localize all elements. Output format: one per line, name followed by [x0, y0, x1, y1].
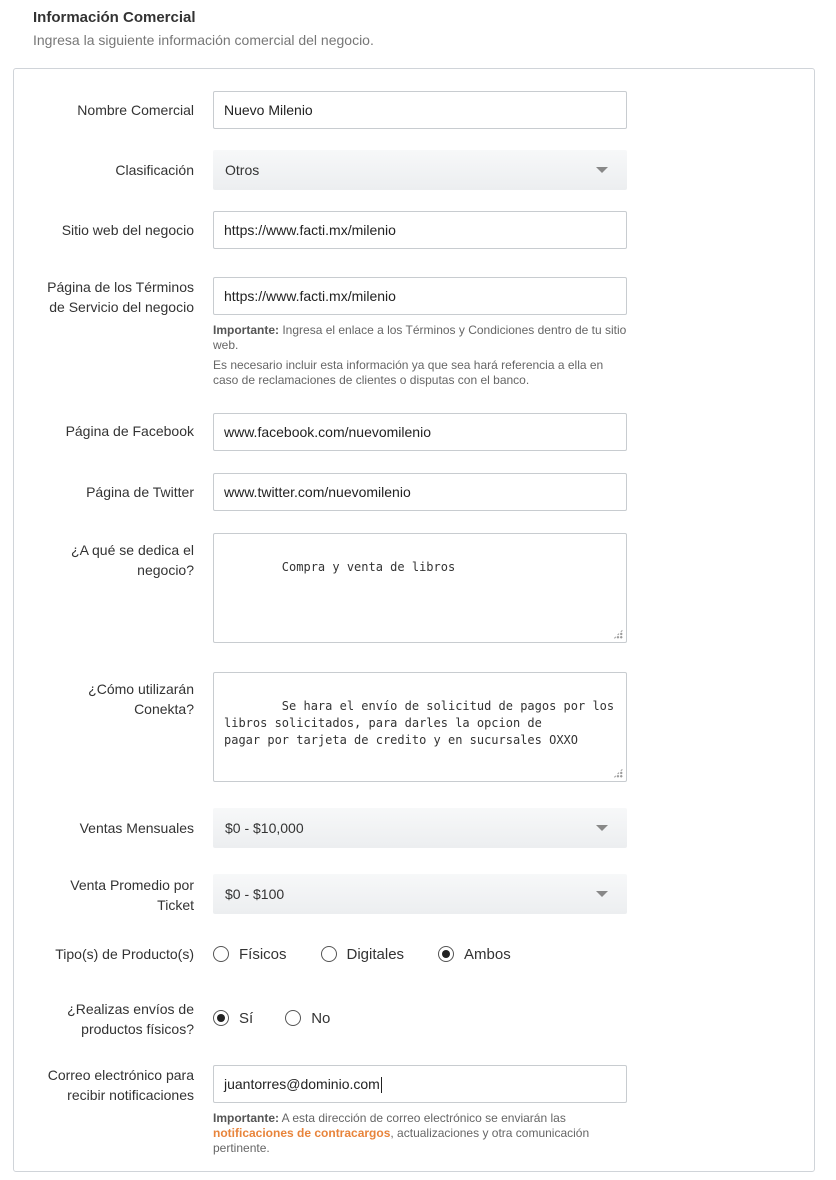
terminos-help [213, 323, 627, 388]
radio-si[interactable] [213, 1010, 253, 1027]
conekta-label-line1: ¿Cómo utilizarán [88, 681, 194, 697]
radio-no[interactable] [285, 1010, 330, 1027]
correo-value: juantorres@dominio.com [224, 1076, 380, 1092]
terminos-label [34, 277, 194, 317]
venta-promedio-value: $0 - $100 [225, 886, 285, 902]
envios-radio-group [213, 1008, 627, 1028]
facebook-input[interactable]: www.facebook.com/nuevomilenio [213, 413, 627, 451]
correo-label-line1: Correo electrónico para [47, 1067, 194, 1083]
radio-si-label: Sí [239, 1009, 254, 1027]
correo-help-text: A esta dirección de correo electrónico se enviarán las [281, 1111, 566, 1125]
terminos-help-text: Ingresa el enlace a los Términos y Condiciones dentro de tu sitio web. [213, 323, 627, 352]
terminos-help-text2: Es necesario incluir esta información ya que sea hará referencia a ella en caso de reclamaciones de clientes o disputas con el banco. [213, 358, 604, 387]
conekta-text: Se hara el envío de solicitud de pagos por los libros solicitados, para darles la opcion de pagar por tarjeta de credito y en sucursales OXXO [224, 699, 615, 747]
radio-fisicos[interactable] [213, 946, 287, 963]
radio-fisicos-label: Físicos [239, 945, 287, 963]
twitter-label: Página de Twitter [86, 484, 194, 500]
terminos-input[interactable]: https://www.facti.mx/milenio [213, 277, 627, 315]
correo-help-text-after: , actualizaciones y otra comunicación pertinente. [213, 1126, 590, 1155]
venta-promedio-label-line1: Venta Promedio por [70, 877, 194, 893]
twitter-input[interactable]: www.twitter.com/nuevomilenio [213, 473, 627, 511]
resize-grip-icon[interactable] [613, 629, 623, 639]
correo-label-line2: recibir notificaciones [67, 1087, 194, 1103]
radio-si-circle[interactable] [213, 1010, 229, 1026]
ventas-mensuales-label: Ventas Mensuales [79, 820, 194, 836]
conekta-label [34, 679, 194, 719]
radio-digitales-circle[interactable] [321, 946, 337, 962]
venta-promedio-select[interactable] [213, 874, 627, 914]
sitio-web-label: Sitio web del negocio [61, 222, 194, 238]
terminos-label-line1: Página de los Términos [47, 279, 194, 295]
clasificacion-value: Otros [225, 162, 260, 178]
envios-label [34, 999, 194, 1039]
dedica-textarea[interactable] [213, 533, 627, 643]
tipo-producto-radio-group [213, 944, 627, 964]
radio-ambos[interactable] [438, 946, 511, 963]
venta-promedio-label [34, 875, 194, 915]
dedica-label [34, 540, 194, 580]
correo-help-bold: Importante: [213, 1111, 279, 1125]
section-subtitle: Ingresa la siguiente información comercial del negocio. [33, 32, 374, 48]
resize-grip-icon[interactable] [613, 768, 623, 778]
venta-promedio-label-line2: Ticket [157, 897, 194, 913]
section-header [33, 9, 374, 49]
envios-label-line2: productos físicos? [81, 1021, 194, 1037]
correo-input[interactable] [213, 1065, 627, 1103]
dedica-text: Compra y venta de libros [281, 560, 456, 574]
radio-no-circle[interactable] [285, 1010, 301, 1026]
envios-label-line1: ¿Realizas envíos de [67, 1001, 194, 1017]
facebook-label: Página de Facebook [65, 423, 194, 439]
clasificacion-select[interactable] [213, 150, 627, 190]
dedica-label-line1: ¿A qué se dedica el [71, 542, 194, 558]
radio-digitales-label: Digitales [346, 945, 405, 963]
section-title: Información Comercial [33, 9, 196, 26]
radio-ambos-circle[interactable] [438, 946, 454, 962]
radio-ambos-label: Ambos [464, 945, 511, 963]
radio-digitales[interactable] [321, 946, 405, 963]
chevron-down-icon [596, 825, 608, 831]
chevron-down-icon [596, 167, 608, 173]
sitio-web-input[interactable]: https://www.facti.mx/milenio [213, 211, 627, 249]
contracargos-link[interactable]: notificaciones de contracargos [213, 1126, 391, 1140]
correo-label [34, 1065, 194, 1105]
clasificacion-label: Clasificación [115, 162, 194, 178]
radio-no-label: No [311, 1009, 331, 1027]
dedica-label-line2: negocio? [137, 562, 194, 578]
conekta-textarea[interactable] [213, 672, 627, 782]
ventas-mensuales-value: $0 - $10,000 [225, 820, 304, 836]
terminos-label-line2: de Servicio del negocio [49, 299, 194, 315]
nombre-comercial-label: Nombre Comercial [77, 102, 194, 118]
business-info-form [13, 68, 815, 1172]
chevron-down-icon [596, 891, 608, 897]
text-cursor [381, 1077, 382, 1093]
tipo-producto-label: Tipo(s) de Producto(s) [55, 946, 194, 962]
ventas-mensuales-select[interactable] [213, 808, 627, 848]
correo-help [213, 1111, 627, 1156]
conekta-label-line2: Conekta? [134, 701, 194, 717]
terminos-help-bold: Importante: [213, 323, 279, 337]
radio-fisicos-circle[interactable] [213, 946, 229, 962]
nombre-comercial-input[interactable]: Nuevo Milenio [213, 91, 627, 129]
